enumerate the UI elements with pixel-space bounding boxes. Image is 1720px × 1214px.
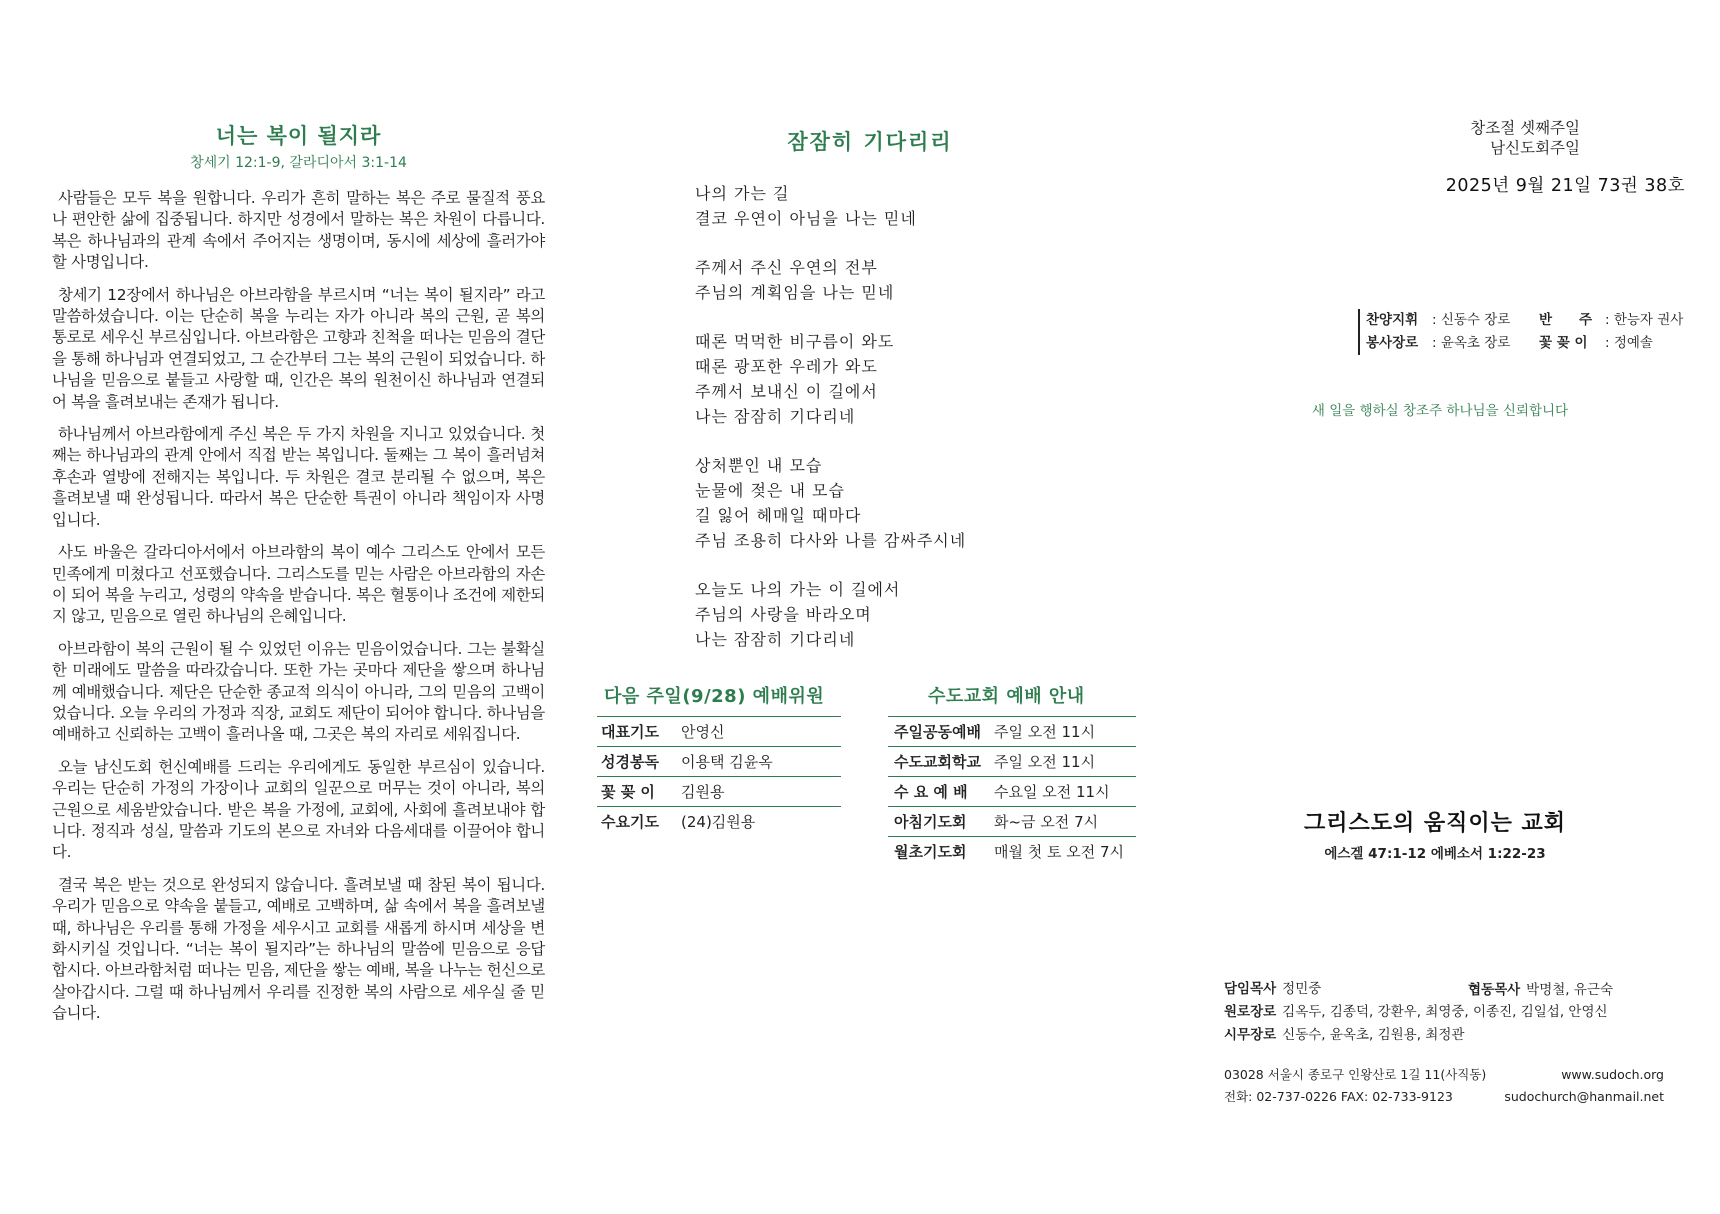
issue-date: 2025년 9월 21일 73권 38호: [1445, 176, 1685, 196]
row-value: 주일 오전 11시: [994, 753, 1096, 771]
row-label: 꽃 꽂 이: [601, 783, 655, 801]
poem-line: 주님의 계획임을 나는 믿네: [695, 283, 895, 302]
table-row: [888, 837, 1136, 866]
poem: [695, 181, 1135, 676]
occasion-name: 남신도회주일: [1490, 139, 1580, 157]
poem-line: 결코 우연이 아님을 나는 믿네: [695, 209, 917, 228]
row-value: 매월 첫 토 오전 7시: [994, 843, 1125, 861]
poem-line: 나는 잠잠히 기다리네: [695, 407, 856, 426]
poem-line: 주님의 사랑을 바라오며: [695, 605, 872, 624]
service-roles: [1358, 309, 1683, 355]
staff-label: 시무장로: [1224, 1027, 1277, 1043]
table-row: [597, 807, 841, 836]
poem-line: 나의 가는 길: [695, 184, 790, 203]
contact-row: [1224, 1064, 1664, 1086]
role-label: 꽃 꽂 이: [1539, 335, 1588, 351]
role-row: [1366, 332, 1683, 355]
row-label: 주일공동예배: [894, 723, 981, 741]
row-value: 이용택 김윤옥: [681, 753, 773, 771]
sermon-reference: 창세기 12:1-9, 갈라디아서 3:1-14: [190, 155, 407, 171]
row-value: 김원용: [681, 783, 725, 801]
poem-line: 주께서 보내신 이 길에서: [695, 382, 878, 401]
contact-row: [1224, 1086, 1664, 1108]
table-row: [597, 777, 841, 807]
church-theme-title: 그리스도의 움직이는 교회: [1303, 811, 1567, 836]
poem-line: 오늘도 나의 가는 이 길에서: [695, 580, 901, 599]
role-value: : 신동수 장로: [1432, 312, 1511, 328]
staff-value: 정민중: [1282, 981, 1322, 997]
role-label: 찬양지휘: [1366, 312, 1419, 328]
role-row: [1366, 309, 1683, 332]
row-label: 대표기도: [601, 723, 659, 741]
table-row: [888, 717, 1136, 747]
row-value: 화~금 오전 7시: [994, 813, 1099, 831]
staff-value: 신동수, 윤옥초, 김원용, 최정관: [1282, 1027, 1465, 1043]
sermon-section: [52, 120, 545, 1036]
season-name: 창조절 셋째주일: [1470, 119, 1580, 137]
poem-stanza: [695, 453, 1135, 553]
row-value: 안영신: [681, 723, 725, 741]
sermon-paragraph: 아브라함이 복의 근원이 될 수 있었던 이유는 믿음이었습니다. 그는 불확실한 미래에도 말씀을 따라갔습니다. 또한 가는 곳마다 제단을 쌓으며 하나님께 예배했습니다. 제단은 단순한 종교적 의식이 아니라, 그의 믿음의 고백이었습니다. 오늘 우리의 가정과 직장, 교회도 제단이 되어야 합니다. 하나님을 예배하고 신뢰하는 고백이 흘러나올 때, 그곳은 복의 자리로 세워집니다.: [52, 639, 545, 744]
poem-line: 때론 광포한 우레가 와도: [695, 357, 878, 376]
row-label: 월초기도회: [894, 843, 967, 861]
motto: 새 일을 행하실 창조주 하나님을 신뢰합니다: [1311, 403, 1569, 419]
table-row: [888, 807, 1136, 837]
row-label: 수요기도: [601, 813, 659, 831]
poem-stanza: [695, 255, 1135, 305]
address: 03028 서울시 종로구 인왕산로 1길 11(사직동): [1224, 1067, 1487, 1082]
phone-fax: 전화: 02-737-0226 FAX: 02-733-9123: [1224, 1089, 1453, 1104]
sermon-paragraph: 사람들은 모두 복을 원합니다. 우리가 흔히 말하는 복은 주로 물질적 풍요나 편안한 삶에 집중됩니다. 하지만 성경에서 말하는 복은 차원이 다릅니다. 복은 하나님과의 관계 속에서 주어지는 생명이며, 동시에 세상에 흘러가야 할 사명입니다.: [52, 189, 545, 272]
contact-info: [1224, 1064, 1664, 1108]
worship-schedule-title: 수도교회 예배 안내: [928, 686, 1085, 707]
row-value: (24)김원용: [681, 813, 756, 831]
poem-line: 주님 조용히 다사와 나를 감싸주시네: [695, 531, 967, 550]
worship-schedule-table: [888, 716, 1136, 866]
poem-line: 나는 잠잠히 기다리네: [695, 630, 856, 649]
row-value: 주일 오전 11시: [994, 723, 1096, 741]
poem-line: 눈물에 젖은 내 모습: [695, 481, 845, 500]
row-value: 수요일 오전 11시: [994, 783, 1110, 801]
poem-line: 때론 먹먹한 비구름이 와도: [695, 332, 895, 351]
church-theme-verse: 에스겔 47:1-12 에베소서 1:22-23: [1324, 846, 1546, 862]
staff-row: [1224, 1001, 1664, 1024]
row-label: 성경봉독: [601, 753, 659, 771]
poem-line: 길 잃어 헤매일 때마다: [695, 506, 862, 525]
sermon-paragraph: 창세기 12장에서 하나님은 아브라함을 부르시며 “너는 복이 될지라” 라고 말씀하셨습니다. 이는 단순히 복을 누리는 자가 아니라 복의 근원, 곧 복의 통로로 세우신 부르심입니다. 아브라함은 고향과 친척을 떠나는 믿음의 결단을 통해 하나님과 연결되었고, 그 순간부터 그는 복의 근원이 되었습니다. 하나님을 믿음으로 붙들고 사랑할 때, 인간은 복의 원천이신 하나님과 연결되어 복을 흘려보내는 존재가 됩니다.: [52, 285, 545, 411]
table-row: [888, 777, 1136, 807]
sermon-paragraph: 오늘 남신도회 헌신예배를 드리는 우리에게도 동일한 부르심이 있습니다. 우리는 단순히 가정의 가장이나 교회의 일꾼으로 머무는 것이 아니라, 복의 근원으로 세움받았습니다. 받은 복을 가정에, 교회에, 사회에 흘려보내야 합니다. 정직과 성실, 말씀과 기도의 본으로 자녀와 다음세대를 이끌어야 합니다.: [52, 757, 545, 862]
staff-label: 협동목사: [1468, 982, 1521, 998]
role-value: : 정예솔: [1605, 335, 1653, 351]
next-week-title: 다음 주일(9/28) 예배위원: [604, 686, 825, 707]
poem-title: 잠잠히 기다리리: [787, 130, 953, 154]
sermon-paragraph: 결국 복은 받는 것으로 완성되지 않습니다. 흘려보낼 때 참된 복이 됩니다. 우리가 믿음으로 약속을 붙들고, 예배로 고백하며, 삶 속에서 복을 흘려보낼 때, 하나님은 우리를 통해 가정을 세우시고 교회를 새롭게 하시며 세상을 변화시키실 것입니다. “너는 복이 될지라”는 하나님의 말씀에 믿음으로 응답합시다. 아브라함처럼 떠나는 믿음, 제단을 쌓는 예배, 복을 나누는 헌신으로 살아갑시다. 그럴 때 하나님께서 우리를 진정한 복의 사람으로 세우실 줄 믿습니다.: [52, 875, 545, 1023]
poem-stanza: [695, 577, 1135, 652]
table-row: [888, 747, 1136, 777]
staff-label: 담임목사: [1224, 981, 1277, 997]
row-label: 아침기도회: [894, 813, 967, 831]
staff-label: 원로장로: [1224, 1004, 1277, 1020]
row-label: 수 요 예 배: [894, 783, 968, 801]
role-label: 봉사장로: [1366, 335, 1419, 351]
sermon-title: 너는 복이 될지라: [215, 124, 382, 148]
table-row: [597, 717, 841, 747]
next-week-table: [597, 716, 841, 836]
sermon-paragraph: 하나님께서 아브라함에게 주신 복은 두 가지 차원을 지니고 있었습니다. 첫째는 하나님과의 관계 안에서 직접 받는 복입니다. 둘째는 그 복이 흘러넘쳐 후손과 열방에 전해지는 복입니다. 두 차원은 결코 분리될 수 없으며, 복은 흘려보낼 때 완성됩니다. 따라서 복은 단순한 특권이 아니라 책임이자 사명입니다.: [52, 425, 545, 529]
role-value: : 윤옥초 장로: [1432, 335, 1511, 351]
row-label: 수도교회학교: [894, 753, 981, 771]
staff-value: 김옥두, 김종덕, 강환우, 최영중, 이종진, 김일섭, 안영신: [1282, 1004, 1608, 1020]
season-info: [1380, 118, 1580, 158]
table-row: [597, 747, 841, 777]
poem-stanza: [695, 181, 1135, 231]
role-label: 반 주: [1539, 312, 1593, 328]
staff-row: [1468, 978, 1613, 998]
email-link[interactable]: sudochurch@hanmail.net: [1504, 1089, 1664, 1104]
website-link[interactable]: www.sudoch.org: [1561, 1067, 1664, 1082]
poem-line: 상처뿐인 내 모습: [695, 456, 823, 475]
staff-row: [1224, 1024, 1664, 1047]
poem-line: 주께서 주신 우연의 전부: [695, 258, 878, 277]
poem-stanza: [695, 329, 1135, 429]
sermon-body: [52, 188, 545, 1025]
staff-value: 박명철, 유근숙: [1526, 982, 1614, 998]
sermon-paragraph: 사도 바울은 갈라디아서에서 아브라함의 복이 예수 그리스도 안에서 모든 민족에게 미쳤다고 선포했습니다. 그리스도를 믿는 사람은 아브라함의 자손이 되어 복을 누리고, 성령의 약속을 받습니다. 복은 혈통이나 조건에 제한되지 않고, 믿음으로 열린 하나님의 은혜입니다.: [52, 543, 545, 626]
role-value: : 한능자 권사: [1605, 312, 1684, 328]
